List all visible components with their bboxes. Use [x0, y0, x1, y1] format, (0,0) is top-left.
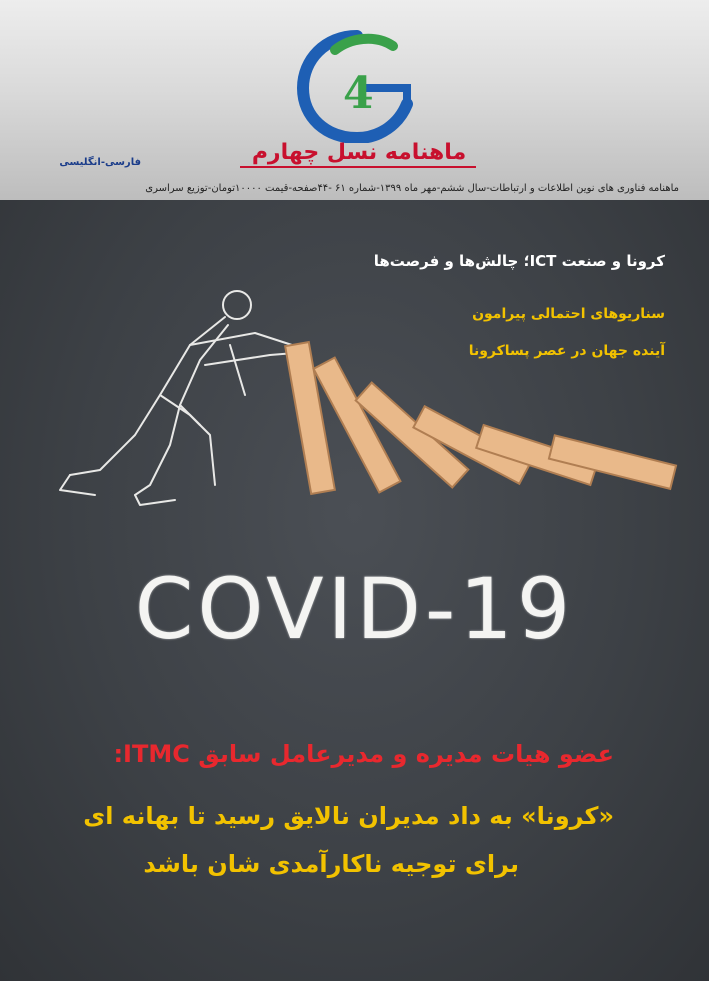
quote-line-2: برای توجیه ناکارآمدی شان باشد [143, 850, 519, 878]
issue-info: ماهنامه فناوری های نوین اطلاعات و ارتباطات-سال ششم-مهر ماه ۱۳۹۹-شماره ۶۱ -۴۴صفحه-قیمت ۱۰۰۰۰تومان-توزیع سراسری [145, 183, 679, 194]
domino [549, 435, 676, 489]
feature-line-2: آینده جهان در عصر پساکرونا [468, 343, 665, 359]
logo-4g-icon [295, 28, 420, 143]
covid-chalk-text: COVID-19 [134, 560, 575, 658]
dominoes [285, 342, 676, 494]
svg-text:4: 4 [343, 68, 374, 119]
chalk-man-figure [60, 291, 295, 505]
title-underline [240, 166, 476, 168]
language-label: فارسی-انگلیسی [59, 157, 141, 168]
cover-header [0, 0, 709, 200]
quote-speaker: عضو هیات مدیره و مدیرعامل سابق ITMC: [113, 740, 614, 768]
magazine-title: ماهنامه نسل چهارم [251, 140, 467, 165]
quote-line-1: «کرونا» به داد مدیران نالایق رسید تا بهانه ای [83, 802, 614, 830]
domino-illustration [40, 285, 700, 525]
feature-line-1: سناریوهای احتمالی پیرامون [472, 306, 665, 322]
cover-headline: کرونا و صنعت ICT؛ چالش‌ها و فرصت‌ها [373, 252, 665, 270]
